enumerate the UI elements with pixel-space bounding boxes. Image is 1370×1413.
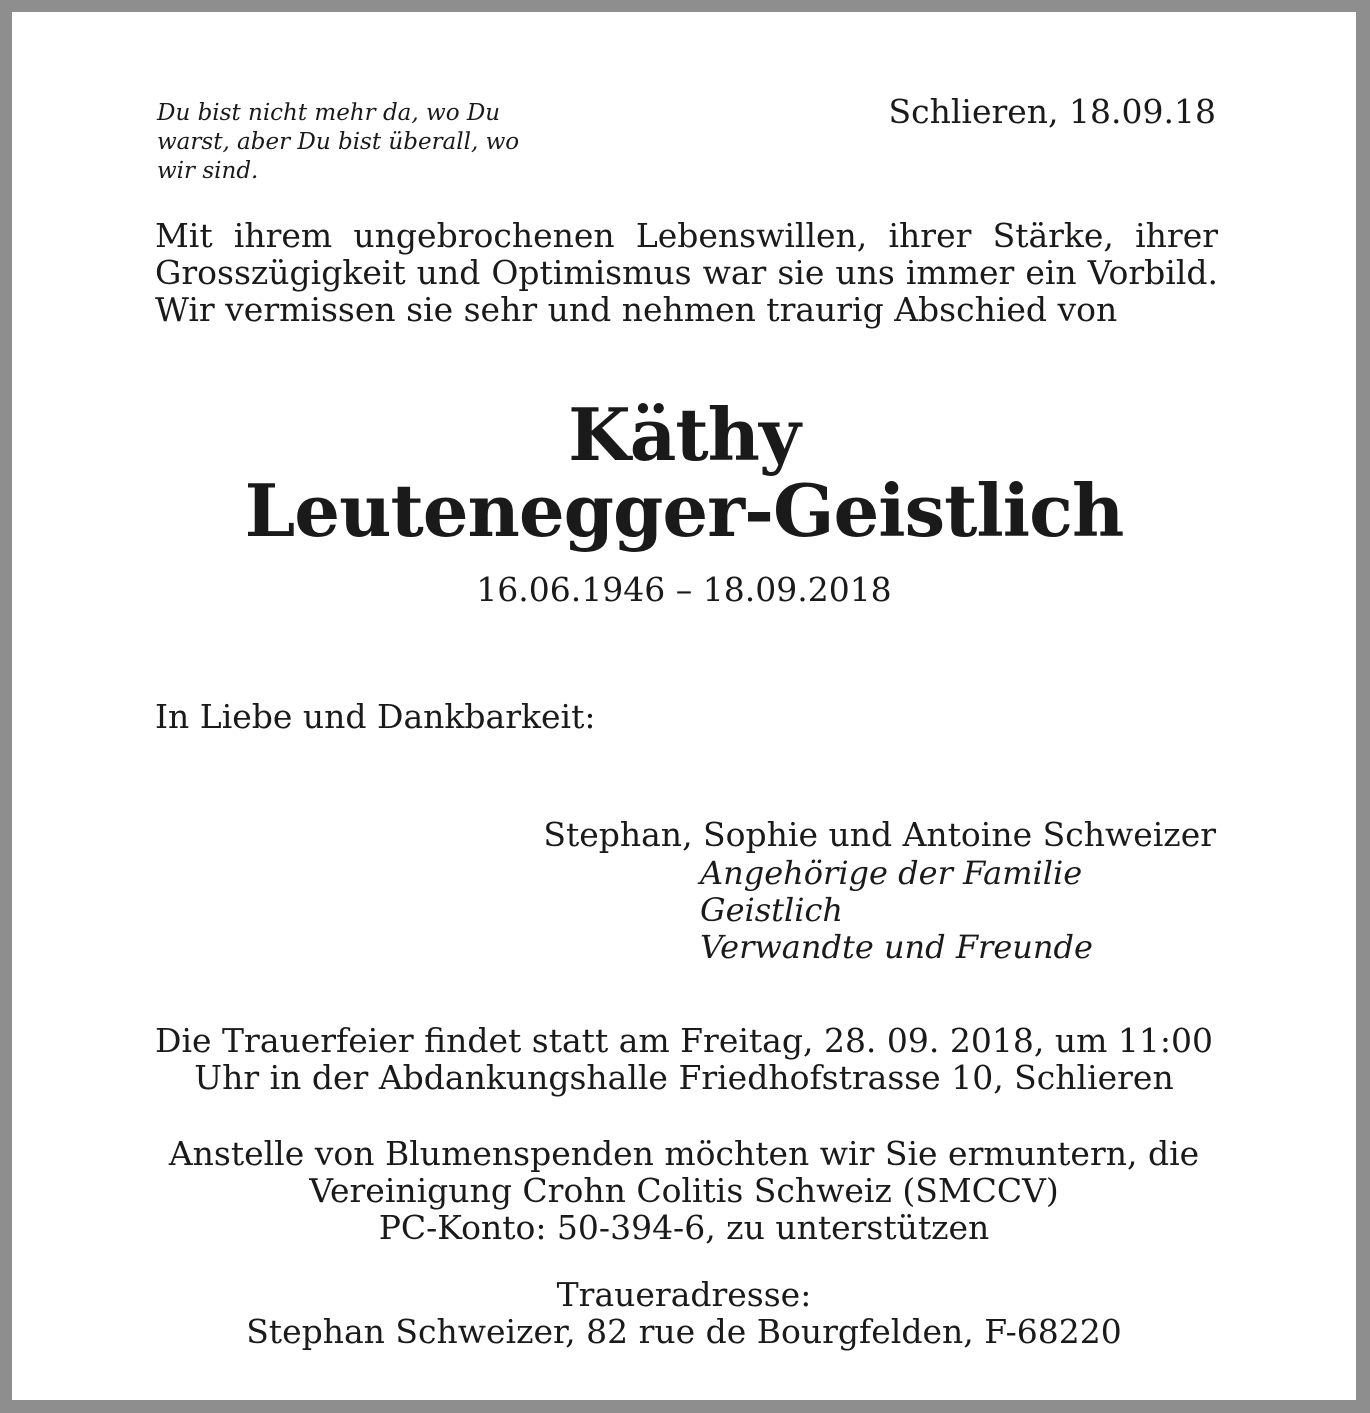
mourners-family: Stephan, Sophie und Antoine Schweizer: [543, 815, 1216, 854]
ceremony-line: Uhr in der Abdankungshalle Friedhofstrasse 10, Schlieren: [194, 1058, 1174, 1097]
donation-line: Vereinigung Crohn Colitis Schweiz (SMCCV): [309, 1171, 1059, 1210]
address-label: Traueradresse:: [556, 1275, 812, 1314]
dedication: In Liebe und Dankbarkeit:: [155, 697, 596, 736]
obituary-page: [12, 12, 1356, 1400]
donation-line: Anstelle von Blumenspenden möchten wir Sie ermuntern, die: [168, 1134, 1200, 1173]
donation-line: PC-Konto: 50-394-6, zu unterstützen: [378, 1208, 990, 1247]
intro-paragraph: Mit ihrem ungebrochenen Lebenswillen, ihrer Stärke, ihrer Grosszügigkeit und Optimismus war sie uns immer ein Vorbild. Wir vermissen sie sehr und nehmen traurig Abschied von: [155, 216, 1218, 329]
deceased-first-name: Käthy: [568, 392, 800, 477]
donation-notice: [12, 1135, 1356, 1246]
mourners-friends: Verwandte und Freunde: [700, 928, 1093, 966]
mourning-address: [12, 1276, 1356, 1350]
motto-line: Du bist nicht mehr da, wo Du: [157, 100, 501, 126]
ceremony-notice: [12, 1022, 1356, 1096]
motto-quote: [157, 99, 587, 186]
mourners-relatives: Angehörige der Familie Geistlich: [700, 854, 1083, 929]
address-value: Stephan Schweizer, 82 rue de Bourgfelden, F-68220: [246, 1312, 1122, 1351]
life-dates: 16.06.1946 – 18.09.2018: [476, 570, 892, 609]
motto-line: wir sind.: [157, 158, 259, 184]
ceremony-line: Die Trauerfeier findet statt am Freitag, 28. 09. 2018, um 11:00: [155, 1021, 1213, 1060]
motto-line: warst, aber Du bist überall, wo: [157, 129, 520, 155]
mourners-block: [526, 815, 1216, 966]
deceased-last-name: Leutenegger-Geistlich: [244, 468, 1124, 553]
deceased-name: [12, 392, 1356, 553]
place-date: Schlieren, 18.09.18: [888, 92, 1216, 131]
